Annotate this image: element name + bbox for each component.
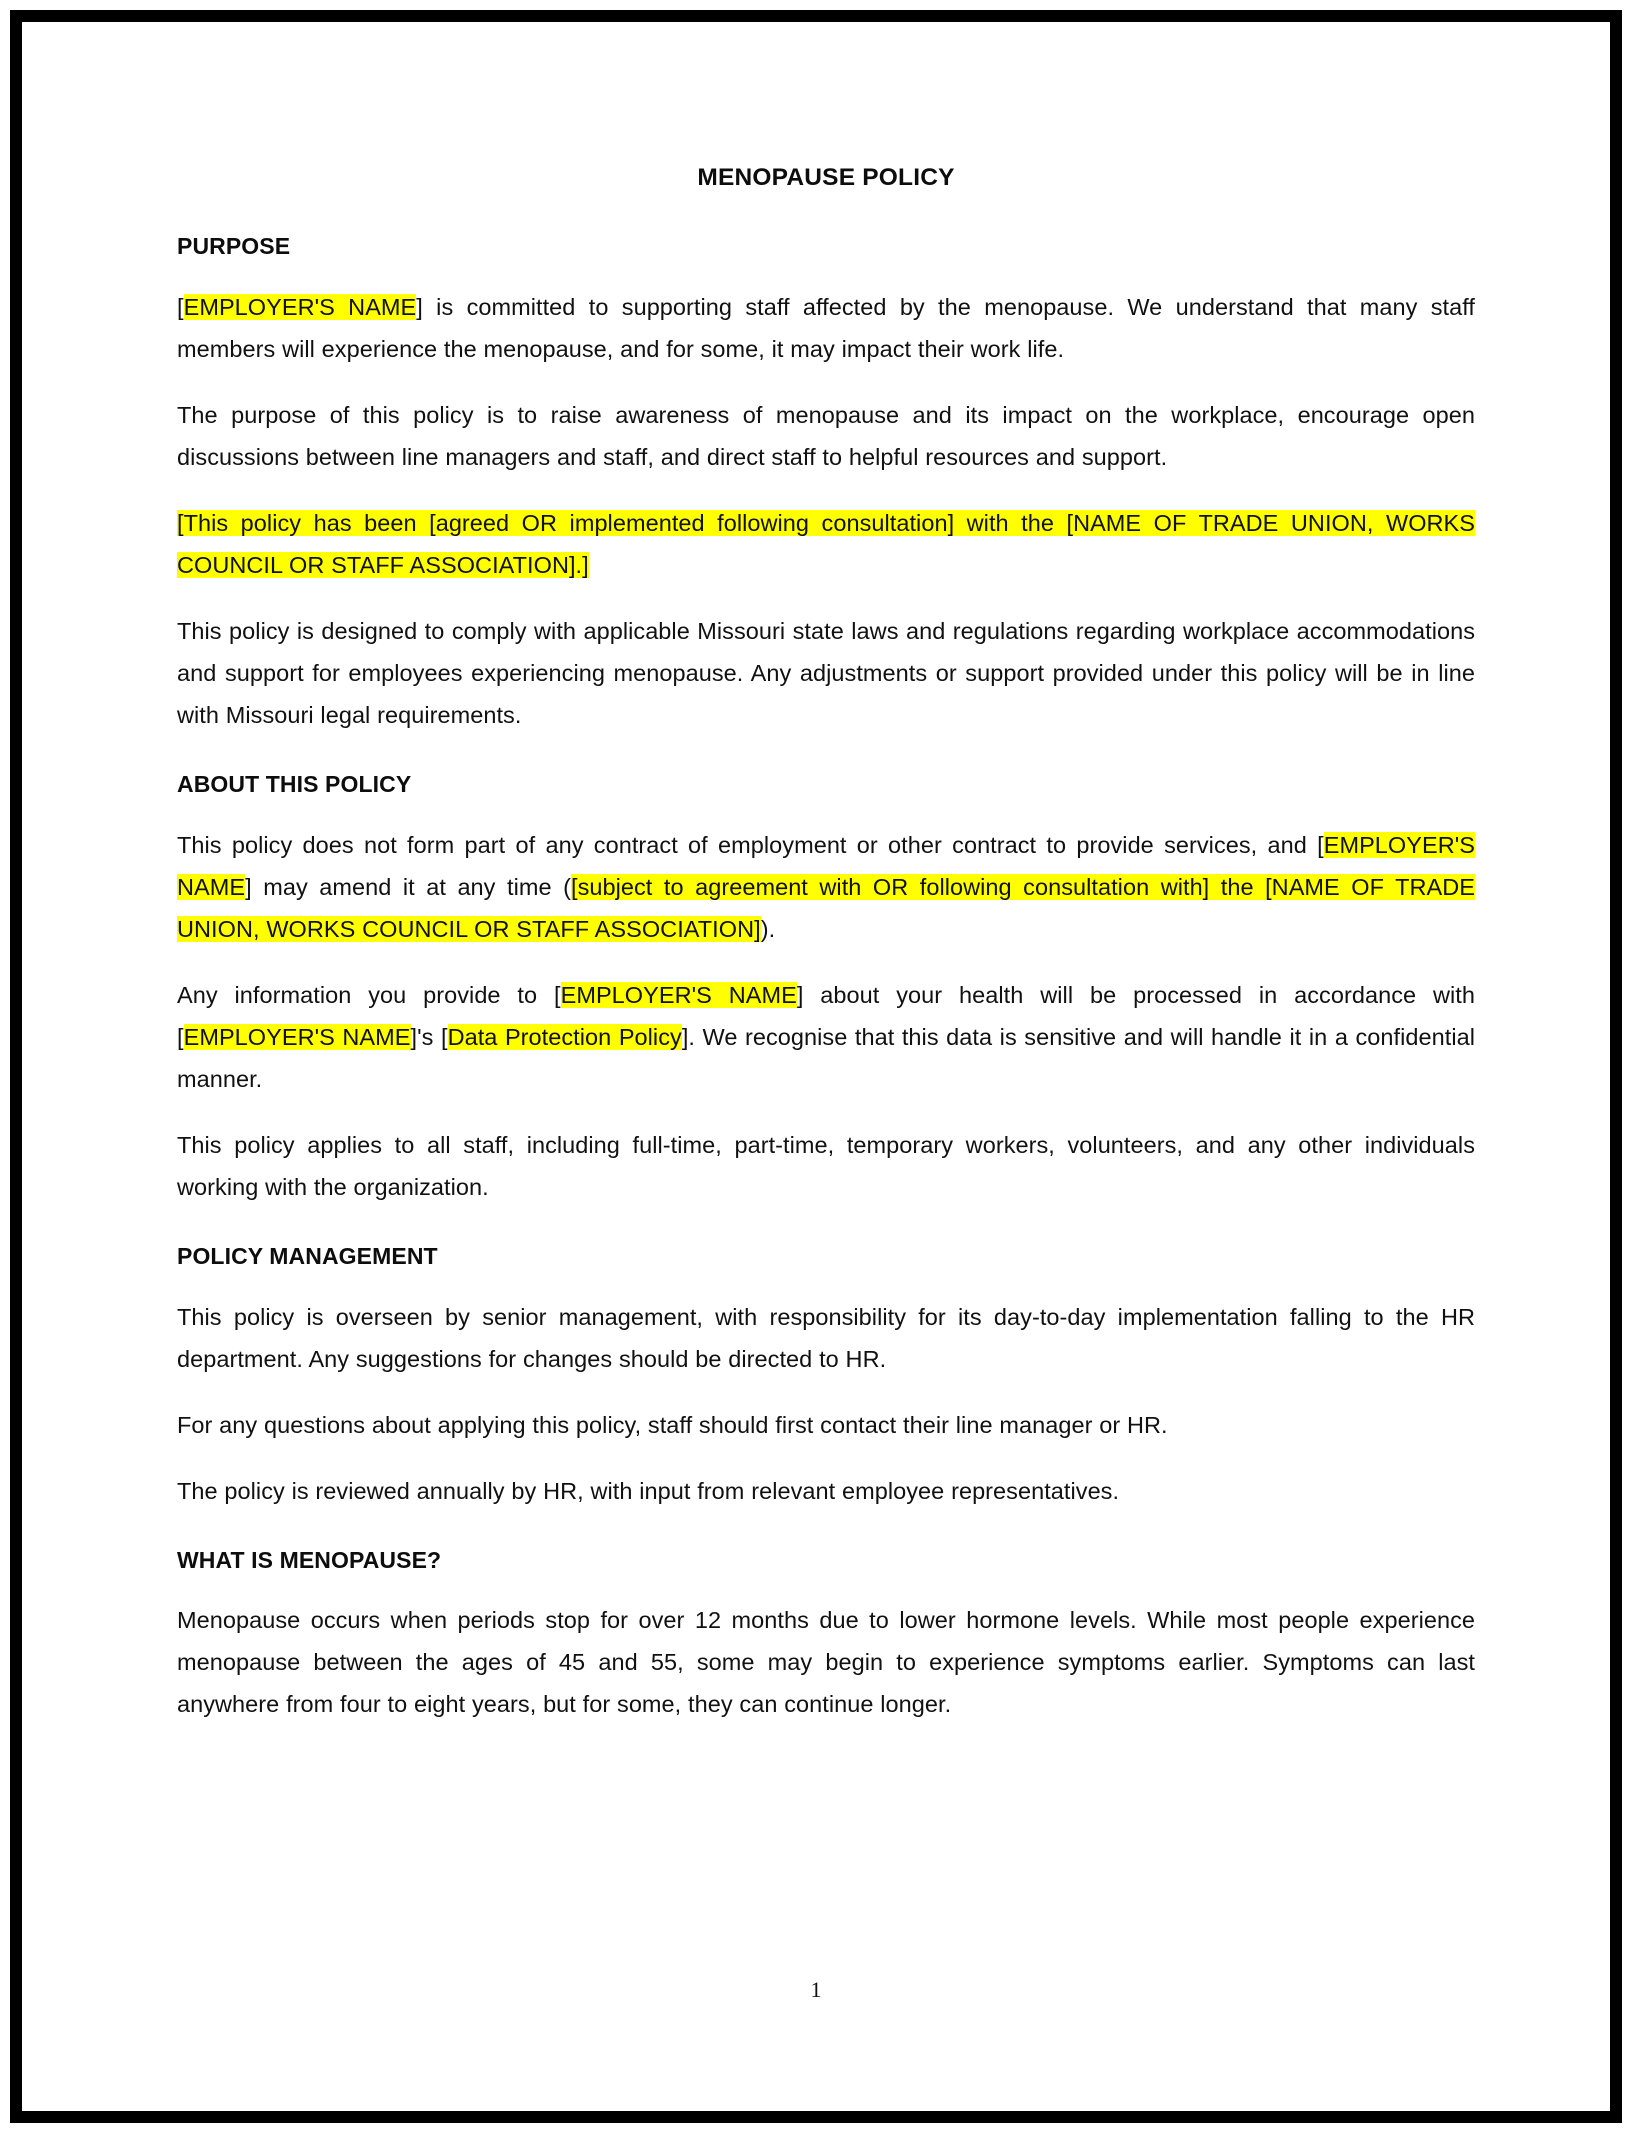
- page-frame: [10, 10, 1622, 2123]
- section-heading: POLICY MANAGEMENT: [177, 1242, 438, 1269]
- highlighted-text: EMPLOYER'S NAME: [183, 293, 417, 320]
- paragraph: [177, 394, 1475, 478]
- text-run: This policy does not form part of any contract of employment or other contract to provide services, and [: [177, 831, 1324, 858]
- paragraph: [177, 286, 1475, 370]
- page-canvas: [22, 22, 1610, 2111]
- text-run: ] about your health will be processed in accordance with [: [177, 981, 1475, 1050]
- paragraph: [177, 974, 1475, 1100]
- text-run: The policy is reviewed annually by HR, with input from relevant employee representatives.: [177, 1477, 1120, 1504]
- text-run: Any information you provide to [: [177, 981, 561, 1008]
- paragraph: [177, 824, 1475, 950]
- paragraph: [177, 1124, 1475, 1208]
- text-run: ] may amend it at any time (: [245, 873, 571, 900]
- text-run: ).: [760, 915, 776, 942]
- text-run: Menopause occurs when periods stop for over 12 months due to lower hormone levels. While most people experience menopause between the ages of 45 and 55, some may begin to experience symptoms earlier. Symptoms can last anywhere from four to eight years, but for some, they can continue longer.: [177, 1607, 1475, 1718]
- section-heading: PURPOSE: [177, 232, 291, 259]
- highlighted-text: EMPLOYER'S NAME: [560, 981, 797, 1008]
- highlighted-text: EMPLOYER'S NAME: [177, 831, 1475, 900]
- document-body: [177, 162, 1475, 1725]
- section-heading: ABOUT THIS POLICY: [177, 770, 412, 797]
- text-run: [: [177, 293, 184, 320]
- highlighted-text: [This policy has been [agreed OR implemented following consultation] with the [NAME OF TRADE UNION, WORKS COUNCIL OR STAFF ASSOCIATION].]: [177, 509, 1475, 578]
- text-run: ] is committed to supporting staff affected by the menopause. We understand that many staff members will experience the menopause, and for some, it may impact their work life.: [177, 293, 1475, 362]
- page-number: 1: [810, 1977, 822, 2002]
- text-run: The purpose of this policy is to raise awareness of menopause and its impact on the workplace, encourage open discussions between line managers and staff, and direct staff to helpful resources and support.: [177, 401, 1475, 470]
- text-run: ]. We recognise that this data is sensitive and will handle it in a confidential manner.: [177, 1023, 1475, 1092]
- paragraph: [177, 1296, 1475, 1380]
- paragraph: [177, 1470, 1475, 1512]
- paragraph: [177, 1599, 1475, 1725]
- paragraph: [177, 1404, 1475, 1446]
- section-heading: WHAT IS MENOPAUSE?: [177, 1546, 442, 1573]
- text-run: ]'s [: [410, 1023, 448, 1050]
- highlighted-text: EMPLOYER'S NAME: [183, 1023, 411, 1050]
- text-run: This policy applies to all staff, including full-time, part-time, temporary workers, volunteers, and any other individuals working with the organization.: [177, 1131, 1475, 1200]
- text-run: This policy is overseen by senior management, with responsibility for its day-to-day implementation falling to the HR department. Any suggestions for changes should be directed to HR.: [177, 1303, 1475, 1372]
- highlighted-text: [subject to agreement with OR following consultation with] the [NAME OF TRADE UNION, WORKS COUNCIL OR STAFF ASSOCIATION]: [177, 873, 1476, 942]
- text-run: This policy is designed to comply with applicable Missouri state laws and regulations regarding workplace accommodations and support for employees experiencing menopause. Any adjustments or support provided under this policy will be in line with Missouri legal requirements.: [177, 617, 1475, 728]
- highlighted-text: Data Protection Policy: [447, 1023, 682, 1050]
- paragraph: [177, 502, 1475, 586]
- page-title: MENOPAUSE POLICY: [697, 164, 955, 191]
- text-run: For any questions about applying this policy, staff should first contact their line manager or HR.: [177, 1411, 1168, 1438]
- sections-container: [177, 232, 1475, 1726]
- paragraph: [177, 610, 1475, 736]
